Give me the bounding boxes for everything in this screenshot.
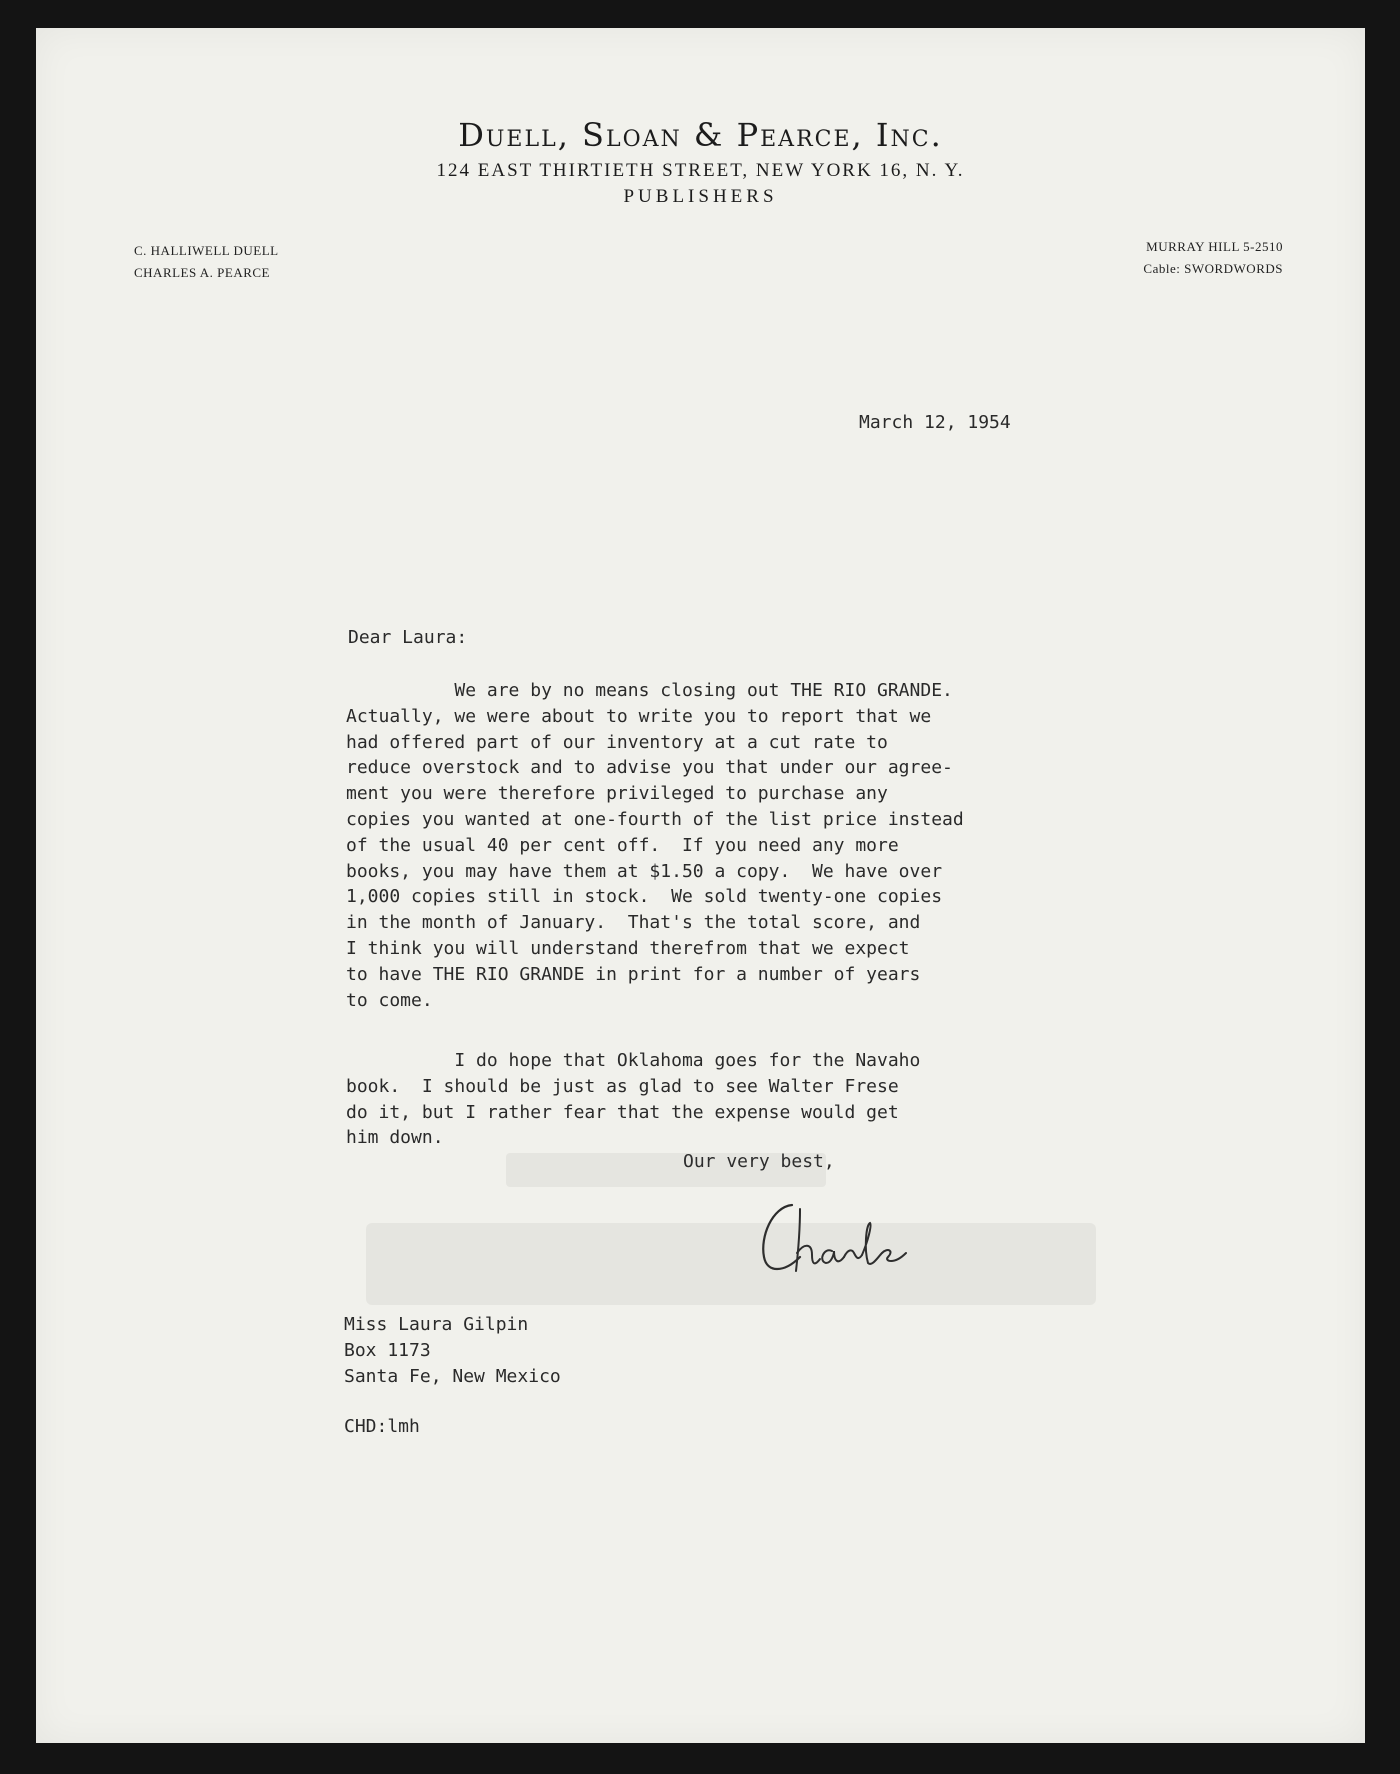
salutation: Dear Laura:: [348, 627, 468, 648]
closing: Our very best,: [683, 1151, 835, 1172]
text-line: to have THE RIO GRANDE in print for a number of years: [346, 963, 921, 985]
typist-initials: CHD:lmh: [344, 1416, 420, 1437]
text-line: We are by no means closing out THE RIO GRANDE.: [346, 680, 953, 701]
text-line: I do hope that Oklahoma goes for the Navaho: [346, 1050, 921, 1071]
letter-date: March 12, 1954: [859, 412, 1011, 433]
text-line: I think you will understand therefrom that we expect: [346, 937, 910, 959]
text-line: had offered part of our inventory at a cut rate to: [346, 731, 888, 753]
text-line: him down.: [346, 1127, 444, 1149]
text-line: copies you wanted at one-fourth of the list price instead: [346, 808, 964, 830]
paragraph-1: [346, 678, 1066, 1013]
recipient-line: Box 1173: [344, 1340, 431, 1361]
text-line: in the month of January. That's the total score, and: [346, 912, 921, 934]
company-address: 124 EAST THIRTIETH STREET, NEW YORK 16, N. Y.: [436, 160, 965, 181]
recipient-line: Santa Fe, New Mexico: [344, 1366, 561, 1387]
text-line: to come.: [346, 989, 433, 1011]
recipient-line: Miss Laura Gilpin: [344, 1314, 529, 1335]
phone-number: MURRAY HILL 5-2510: [1146, 239, 1283, 254]
text-line: 1,000 copies still in stock. We sold twenty-one copies: [346, 886, 943, 908]
text-line: ment you were therefore privileged to purchase any: [346, 783, 888, 805]
text-line: of the usual 40 per cent off. If you need any more: [346, 834, 899, 856]
text-line: book. I should be just as glad to see Walter Frese: [346, 1075, 899, 1097]
partners-list: [134, 240, 279, 284]
letter-sheet: [36, 28, 1365, 1743]
cable-address: Cable: SWORDWORDS: [1143, 261, 1283, 276]
text-line: Actually, we were about to write you to report that we: [346, 705, 932, 727]
company-name: Duell, Sloan & Pearce, Inc.: [458, 116, 943, 154]
text-line: do it, but I rather fear that the expense would get: [346, 1101, 899, 1123]
recipient-address: [344, 1312, 561, 1390]
partner-name: CHARLES A. PEARCE: [134, 265, 270, 280]
contact-info: [1143, 236, 1283, 280]
paragraph-2: [346, 1048, 1066, 1151]
handwritten-signature: [754, 1191, 914, 1281]
company-role: PUBLISHERS: [623, 186, 778, 207]
partner-name: C. HALLIWELL DUELL: [134, 243, 279, 258]
text-line: reduce overstock and to advise you that under our agree-: [346, 757, 953, 779]
text-line: books, you may have them at $1.50 a copy. We have over: [346, 860, 943, 882]
